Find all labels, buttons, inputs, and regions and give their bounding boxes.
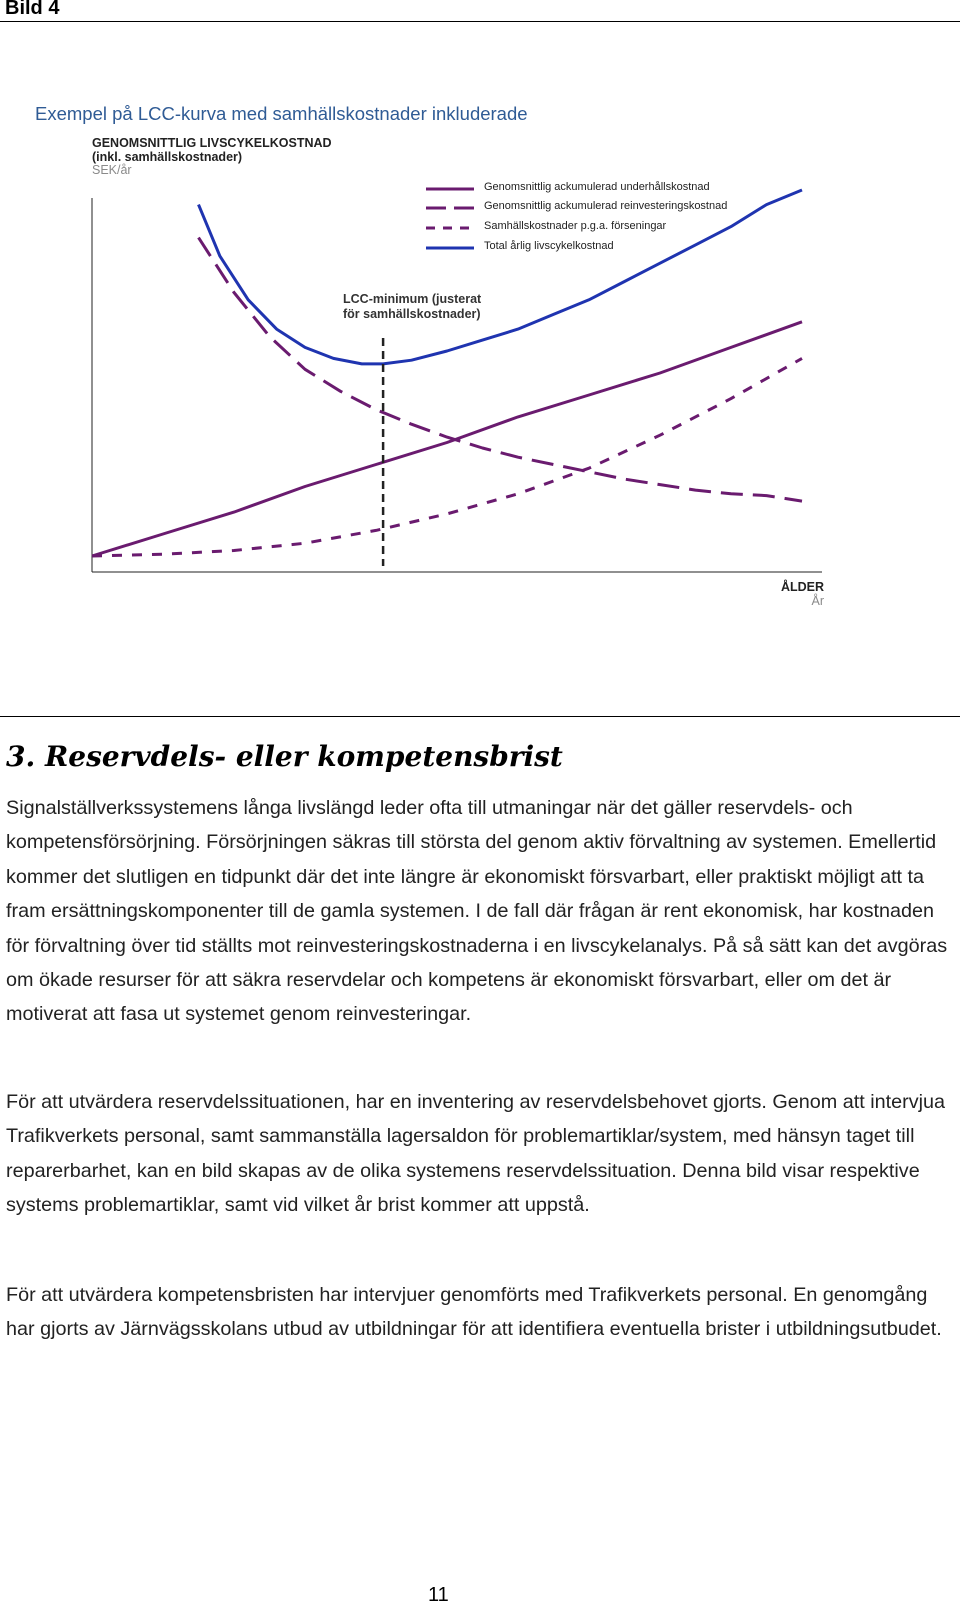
paragraph-1: Signalställverkssystemens långa livslängd leder ofta till utmaningar när det gäller reservdels- och kompetensförsörjning. Försörjningen säkras till största del genom aktiv förvaltning av systemen. Emellertid kommer det slutligen en tidpunkt där det inte längre är ekonomiskt försvarbart, eller praktiskt möjligt att ta fram ersättningskomponenter till de gamla systemen. I de fall där frågan är rent ekonomisk, har kostnaden för förvaltning över tid ställts mot reinvesteringskostnaderna i en livscykelanalys. På så sätt kan det avgöras om ökade resurser för att säkra reservdelar och kompetens är ekonomiskt försvarbart, eller om det är motiverat att fasa ut systemet genom reinvesteringar. xyxy=(6,797,948,1026)
legend-label-delays: Samhällskostnader p.g.a. förseningar xyxy=(484,220,667,232)
series-line-1 xyxy=(199,190,803,364)
lcc-minimum-annotation-line1: LCC-minimum (justerat xyxy=(343,292,482,306)
section-heading: 3. Reservdels- eller kompetensbrist xyxy=(6,740,563,773)
y-axis-unit: SEK/år xyxy=(92,163,132,177)
chart-title: Exempel på LCC-kurva med samhällskostnader inkluderade xyxy=(35,103,528,124)
series-line-4 xyxy=(92,358,802,556)
paragraph-2: För att utvärdera reservdelssituationen, har en inventering av reservdelsbehovet gjorts. Genom att intervjua Trafikverkets personal, samt sammanställa lagersaldon för problemartiklar/system, med hänsyn taget till reparerbarhet, kan en bild skapas av de olika systemens reservdelssituation. Denna bild visar respektive systems problemartiklar, samt vid vilket år brist kommer att uppstå. xyxy=(6,1091,946,1217)
figure-label: Bild 4 xyxy=(5,0,60,19)
series-line-3 xyxy=(199,238,803,502)
lcc-minimum-annotation xyxy=(343,292,481,322)
y-axis-title-line2: (inkl. samhällskostnader) xyxy=(92,150,243,164)
page-number: 11 xyxy=(428,1584,449,1606)
legend-layer xyxy=(426,189,474,248)
legend-label-maintenance: Genomsnittlig ackumulerad underhållskostnad xyxy=(484,181,710,193)
legend-label-total: Total årlig livscykelkostnad xyxy=(484,240,614,252)
lcc-minimum-annotation-line2: för samhällskostnader) xyxy=(343,307,481,321)
paragraph-3: För att utvärdera kompetensbristen har intervjuer genomförts med Trafikverkets personal. En genomgång har gjorts av Järnvägsskolans utbud av utbildningar för att identifiera eventuella brister i utbildningsutbudet. xyxy=(6,1284,942,1341)
x-axis-title: ÅLDER xyxy=(780,580,824,594)
legend-label-reinvestment: Genomsnittlig ackumulerad reinvesteringskostnad xyxy=(484,200,728,212)
x-axis-unit: År xyxy=(811,594,824,608)
y-axis-title-line1: GENOMSNITTLIG LIVSCYKELKOSTNAD xyxy=(92,136,332,150)
figure-bottom-divider xyxy=(0,716,960,717)
series-layer xyxy=(92,190,802,556)
series-line-2 xyxy=(92,322,802,556)
